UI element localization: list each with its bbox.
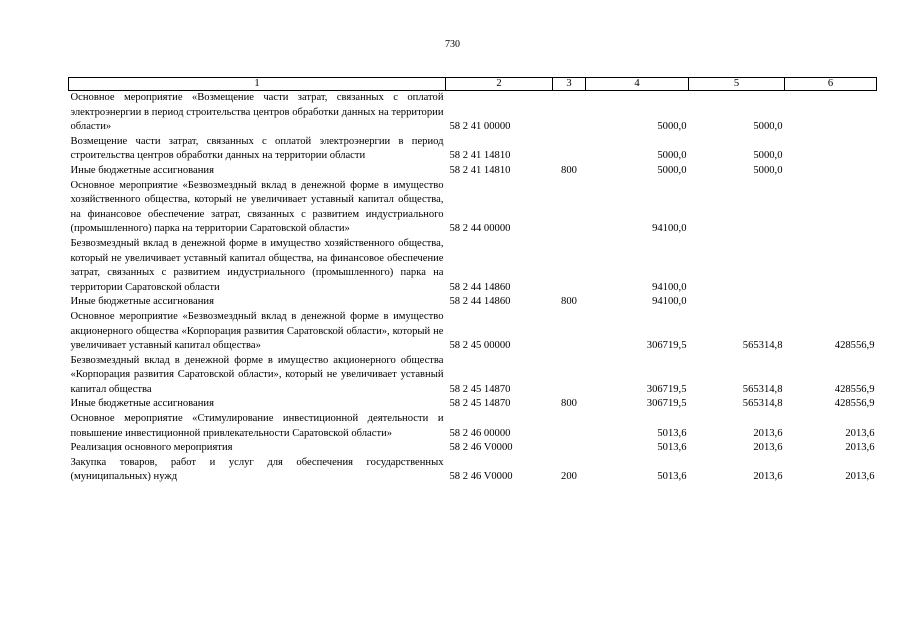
expense-type-cell xyxy=(553,237,586,295)
table-row xyxy=(69,295,877,310)
row-name-cell: Основное мероприятие «Безвозмездный вклад в денежной форме в имущество хозяйственного общества, который не увеличивает уставный капитал общества, на финансовое обеспечение затрат, связанных с развитием индустриального (промышленного) парка на территории Саратовской области» xyxy=(70,179,444,235)
header-row xyxy=(69,78,877,91)
column-header: 1 xyxy=(69,78,446,91)
expense-type-cell xyxy=(553,91,586,135)
amount-year1-cell: 5013,6 xyxy=(657,427,687,439)
target-code-cell: 58 2 41 14810 xyxy=(449,150,511,162)
expense-type-cell xyxy=(553,412,586,441)
target-code-cell: 58 2 45 14870 xyxy=(449,398,511,410)
amount-year3-cell xyxy=(785,135,877,164)
amount-year3-cell xyxy=(785,237,877,295)
column-header: 4 xyxy=(586,78,689,91)
amount-year2-cell xyxy=(689,179,785,237)
amount-year2-cell: 5000,0 xyxy=(753,164,783,176)
amount-year1-cell: 5013,6 xyxy=(657,442,687,454)
table-row xyxy=(69,354,877,398)
target-code-cell: 58 2 44 14860 xyxy=(449,281,511,293)
expense-type-cell xyxy=(553,441,586,456)
amount-year1-cell: 94100,0 xyxy=(652,223,687,235)
expense-type-cell xyxy=(553,135,586,164)
row-name-cell: Иные бюджетные ассигнования xyxy=(70,164,214,176)
amount-year2-cell: 5000,0 xyxy=(753,150,783,162)
table-row xyxy=(69,397,877,412)
budget-table xyxy=(68,77,877,485)
row-name-cell: Реализация основного мероприятия xyxy=(70,442,233,454)
row-name-cell: Основное мероприятие «Стимулирование инвестиционной деятельности и повышение инвестиционной привлекательности Саратовской области» xyxy=(70,413,444,439)
expense-type-cell xyxy=(553,179,586,237)
column-header: 5 xyxy=(689,78,785,91)
amount-year2-cell: 2013,6 xyxy=(753,471,783,483)
target-code-cell: 58 2 41 00000 xyxy=(449,121,511,133)
page-number: 730 xyxy=(445,39,460,50)
column-header: 6 xyxy=(785,78,877,91)
row-name-cell: Безвозмездный вклад в денежной форме в имущество хозяйственного общества, который не увеличивает уставный капитал общества, на финансовое обеспечение затрат, связанных с развитием индустриального (промышленного) парка на территории Саратовской области xyxy=(70,237,444,293)
row-name-cell: Иные бюджетные ассигнования xyxy=(70,296,214,308)
table-row xyxy=(69,310,877,354)
target-code-cell: 58 2 41 14810 xyxy=(449,164,511,176)
target-code-cell: 58 2 46 V0000 xyxy=(449,471,513,483)
expense-type-cell xyxy=(553,310,586,354)
amount-year1-cell: 306719,5 xyxy=(646,383,687,395)
row-name-cell: Закупка товаров, работ и услуг для обеспечения государственных (муниципальных) нужд xyxy=(70,456,444,483)
table-row xyxy=(69,135,877,164)
row-name-cell: Основное мероприятие «Безвозмездный вклад в денежной форме в имущество акционерного общества «Корпорация развития Саратовской области», который не увеличивает уставный капитал общества» xyxy=(70,310,444,352)
table-row xyxy=(69,91,877,135)
target-code-cell: 58 2 45 14870 xyxy=(449,383,511,395)
amount-year1-cell: 5013,6 xyxy=(657,471,687,483)
amount-year3-cell xyxy=(785,179,877,237)
amount-year2-cell xyxy=(689,237,785,295)
table-header xyxy=(69,78,877,91)
amount-year1-cell: 306719,5 xyxy=(646,398,687,410)
column-header: 3 xyxy=(553,78,586,91)
amount-year1-cell: 5000,0 xyxy=(657,121,687,133)
table-row xyxy=(69,456,877,485)
amount-year1-cell: 5000,0 xyxy=(657,150,687,162)
amount-year1-cell: 306719,5 xyxy=(646,340,687,352)
target-code-cell: 58 2 44 00000 xyxy=(449,223,511,235)
row-name-cell: Иные бюджетные ассигнования xyxy=(70,398,214,410)
expense-type-cell: 800 xyxy=(561,296,577,308)
expense-type-cell: 800 xyxy=(561,164,577,176)
amount-year3-cell: 2013,6 xyxy=(845,427,875,439)
amount-year3-cell: 428556,9 xyxy=(834,398,875,410)
table-row xyxy=(69,412,877,441)
amount-year3-cell xyxy=(785,91,877,135)
table-row xyxy=(69,164,877,179)
target-code-cell: 58 2 44 14860 xyxy=(449,296,511,308)
row-name-cell: Основное мероприятие «Возмещение части затрат, связанных с оплатой электроэнергии в период строительства центров обработки данных на территории области» xyxy=(70,92,444,133)
amount-year1-cell: 94100,0 xyxy=(652,281,687,293)
expense-type-cell: 200 xyxy=(561,471,577,483)
row-name-cell: Безвозмездный вклад в денежной форме в имущество акционерного общества «Корпорация развития Саратовской области», который не увеличивает уставный капитал общества xyxy=(70,354,444,395)
expense-type-cell: 800 xyxy=(561,398,577,410)
row-name-cell: Возмещение части затрат, связанных с оплатой электроэнергии в период строительства центров обработки данных на территории области xyxy=(70,135,444,162)
amount-year2-cell xyxy=(689,295,785,310)
target-code-cell: 58 2 45 00000 xyxy=(449,340,511,352)
amount-year3-cell: 2013,6 xyxy=(845,471,875,483)
amount-year3-cell: 428556,9 xyxy=(834,340,875,352)
amount-year3-cell: 2013,6 xyxy=(845,442,875,454)
amount-year1-cell: 94100,0 xyxy=(652,296,687,308)
amount-year2-cell: 565314,8 xyxy=(742,340,783,352)
column-header: 2 xyxy=(446,78,553,91)
table-row xyxy=(69,441,877,456)
target-code-cell: 58 2 46 00000 xyxy=(449,427,511,439)
amount-year3-cell xyxy=(785,164,877,179)
amount-year2-cell: 565314,8 xyxy=(742,383,783,395)
amount-year3-cell: 428556,9 xyxy=(834,383,875,395)
amount-year2-cell: 5000,0 xyxy=(753,121,783,133)
amount-year2-cell: 565314,8 xyxy=(742,398,783,410)
amount-year2-cell: 2013,6 xyxy=(753,442,783,454)
amount-year3-cell xyxy=(785,295,877,310)
table-row xyxy=(69,179,877,237)
table-row xyxy=(69,237,877,295)
target-code-cell: 58 2 46 V0000 xyxy=(449,442,513,454)
expense-type-cell xyxy=(553,354,586,398)
table-body xyxy=(69,91,877,486)
amount-year2-cell: 2013,6 xyxy=(753,427,783,439)
amount-year1-cell: 5000,0 xyxy=(657,164,687,176)
